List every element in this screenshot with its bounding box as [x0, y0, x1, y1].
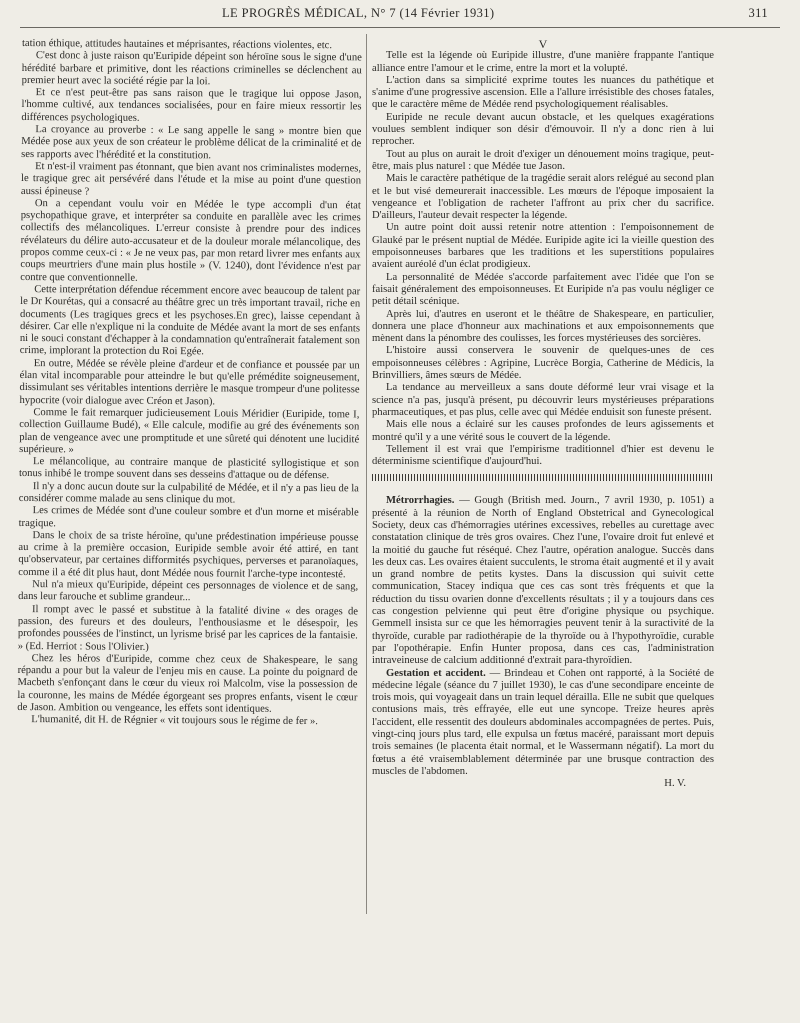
section-heading: V — [538, 37, 548, 51]
paragraph: Comme le fait remarquer judicieusement Louis Méridier (Euripide, tome I, collection Guillaume Budé), « Elle calcule, modifie au gré des événements son plan de vengeance avec une promptitude et une sûreté qui dénotent une lucidité supérieure. » — [19, 406, 360, 456]
paragraph: L'humanité, dit H. de Régnier « vit toujours sous le régime de fer ». — [31, 714, 318, 728]
paragraph: Telle est la légende où Euripide illustre, d'une manière frappante l'antique alliance entre l'amour et le crime, entre la mort et la volupté. — [372, 50, 714, 74]
paragraph: Le mélancolique, au contraire manque de plasticité syllogistique et son tonus inhibé le trompe souvent dans ses desseins d'attaque ou de défense. — [18, 456, 360, 482]
paragraph: En outre, Médée se révèle pleine d'ardeur et de confiance et poussée par un élan vital incomparable pour atteindre le but qu'elle prémédite soigneusement, dissimulant ses véritables intentions derrière le masque trompeur d'une politesse hypocrite (voir dialogue avec Créon et Jason). — [19, 357, 360, 407]
note-body: — Gough (British med. Journ., 7 avril 1930, p. 1051) a présenté à la réunion de North of England Obstetrical and Gynecological Society, deux cas d'hémorragies utérines excessives, rebelles au curettage avec constatation clinique de très gros ovaires. Chez l'une, l'ovaire droit fut enlevé et la moitié du gauche fut réséqué. Chez l'autre, opération analogue. Succès dans les deux cas. Les ovaires étaient succulents, le stroma était augmenté et il y avait un grand nombre de petits kystes. Dans la discussion qui suivit cette communication, Stacey indiqua que ces cas sont très fréquents et que la réduction du tissu ovarien donne d'excellents résultats ; il y a toujours dans ces cas congestion pelvienne qui peut être d'origine physique ou psychique. Gemmell insista sur ce que les hémorragies peuvent tenir à la suractivité de la thyroïde, curable par radiothérapie de la thyroïde ou à l'hypothyroïdie, curable par l'opothérapie. Enfin Hunter proposa, dans ces cas, l'administration intraveineuse de calcium additionné d'extrait para-thyroïdien. — [372, 495, 714, 667]
note-title: Métrorrhagies. — [386, 495, 455, 507]
paragraph: Un autre point doit aussi retenir notre attention : l'empoisonnement de Glauké par le présent nuptial de Médée. Euripide agite ici la vieille question des empoisonneuses barbares que les traditions et les superstitions populaires avaient auréolé d'un éclat prodigieux. — [372, 222, 714, 271]
right-column — [372, 38, 714, 791]
clinical-notes — [372, 495, 714, 778]
paragraph: Mais elle nous a éclairé sur les causes profondes de leurs agissements et montré qu'il y a une vérité sous le couvert de la légende. — [372, 419, 714, 443]
paragraph: Et n'est-il vraiment pas étonnant, que bien avant nos criminalistes modernes, le tragique grec ait persévéré dans l'étude et la mise au point d'une question aussi épineuse ? — [20, 161, 362, 198]
author-signature: H. V. — [664, 778, 686, 790]
paragraph: Et ce n'est peut-être pas sans raison que le tragique lui oppose Jason, l'homme cultivé, aux tendances socialisées, pour en faire mieux ressortir les différences psychologiques. — [21, 87, 362, 124]
paragraph: Dans le choix de sa triste héroïne, qu'une prédestination impérieuse pousse au crime à la première occasion, Euripide semble avoir été attiré, en tant qu'observateur, par certaines difformités psychiques, perverses et paranoïaques, comme il a été dit plus haut, dont Médée nous fournit l'arche-type incontesté. — [18, 529, 359, 581]
paragraph: L'histoire aussi conservera le souvenir de quelques-unes de ces empoisonneuses célèbres : Agripine, Lucrèce Borgia, Catherine de Médicis, la Brinvilliers, âmes sœurs de Médée. — [372, 345, 714, 382]
paragraph: L'action dans sa simplicité exprime toutes les nuances du pathétique et s'anime d'une progressive ascension. Elle a l'allure irrésistible des choses fatales, que le caractère même de Médée rend psychologiquement réalisables. — [372, 74, 714, 111]
paragraph: Nul n'a mieux qu'Euripide, dépeint ces personnages de violence et de sang, dans leur farouche et sublime grandeur... — [18, 579, 359, 604]
paragraph: Il rompt avec le passé et substitue à la fatalité divine « des orages de passion, des fureurs et des douleurs, l'enthousiasme et le désespoir, les profondes poussées de l'instinct, un lyrisme brisé par les caprices de la fantaisie. » (Ed. Herriot : Sous l'Olivier.) — [17, 603, 359, 653]
paragraph: Il n'y a donc aucun doute sur la culpabilité de Médée, et il n'y a pas lieu de la considérer comme malade au sens clinique du mot. — [18, 480, 359, 506]
paragraph: tation éthique, attitudes hautaines et méprisantes, réactions violentes, etc. — [21, 38, 333, 52]
note-title: Gestation et accident. — [386, 667, 486, 679]
header-rule — [20, 27, 780, 28]
paragraph: La personnalité de Médée s'accorde parfaitement avec l'idée que l'on se faisait généralement des empoisonneuses. Et Euripide n'a pas voulu négliger ce petit détail scénique. — [372, 271, 714, 308]
paragraph: La tendance au merveilleux a sans doute déformé leur vrai visage et la science n'a pas, jusqu'à présent, pu découvrir leurs mystérieuses préparations pharmaceutiques, et pas plus, celle avec qui Médée enduisit son funeste présent. — [372, 382, 714, 418]
paragraph: Euripide ne recule devant aucun obstacle, et les quelques exagérations voulues semblent indiquer son désir d'émouvoir. Il n'y a donc rien à lui reprocher. — [372, 111, 714, 148]
paragraph: On a cependant voulu voir en Médée le type accompli d'un état psychopathique grave, et interpréter sa conduite en parallèle avec les crimes collectifs des mélancoliques. L'erreur consiste à prendre pour des indices révélateurs du délire auto-accusateur et de la douleur morale mélancolique, des propos comme ceux-ci : « Je ne veux pas, par mon retard livrer mes enfants aux coups meurtriers d'une main plus hostile » (V. 1240), dont l'évidence n'est par contre que conventionnelle. — [20, 197, 361, 284]
paragraph: Après lui, d'autres en useront et le théâtre de Shakespeare, en particulier, donnera une place d'honneur aux machinations et aux empoisonnements que mènent dans la pénombre des coulisses, les forces mystérieuses des sorcières. — [372, 308, 714, 345]
clinical-note — [372, 668, 714, 779]
right-paragraphs — [372, 50, 714, 468]
paragraph: Les crimes de Médée sont d'une couleur sombre et d'un morne et misérable tragique. — [18, 505, 359, 529]
paragraph: Tout au plus on aurait le droit d'exiger un dénouement moins tragique, peut-être, mais plus naturel : que Médée tue Jason. — [372, 148, 714, 172]
page-number: 311 — [748, 6, 768, 20]
column-divider — [366, 34, 367, 914]
journal-title: LE PROGRÈS MÉDICAL, N° 7 (14 Février 1931) — [222, 6, 495, 20]
paragraph: Cette interprétation défendue récemment encore avec beaucoup de talent par le Dr Kourétas, qui a consacré au théâtre grec un très important travail, riche en documents (Les tragiques grecs et les psychoses.En grec), laisse cependant à désirer. Car elle n'explique ni la conduite de Médée avant la mort de ses enfants ni le souci constant d'échapper à la condamnation qu'entraînerait fatalement son crime, implorant la protection du Roi Egée. — [19, 284, 361, 358]
note-body: — Brindeau et Cohen ont rapporté, à la Société de médecine légale (séance du 7 juillet 1930), le cas d'une secondipare enceinte de trois mois, qui voyageait dans un train lequel dérailla. Elle ne subit que quelques contusions mais, très effrayée, elle eut une syncope. Treize heures après l'accident, elle ressentit des douleurs abdominales accompagnées de pertes. Puis, vingt-cinq jours plus tard, elle expulsa un fœtus macéré, paraissant mort depuis trois semaines (le placenta était normal, et le Wassermann négatif). La mort du fœtus a été vraisemblablement déterminée par une brusque contraction des muscles de l'abdomen. — [372, 667, 714, 777]
paragraph: Mais le caractère pathétique de la tragédie serait alors relégué au second plan et le but visé demeurerait inaccessible. Les mœurs de l'époque imposaient la vengeance et l'obligation de racheter l'affront au prix cher du sacrifice. D'ailleurs, l'auteur devait respecter la légende. — [372, 173, 714, 222]
ornament-divider — [372, 474, 714, 481]
clinical-note — [372, 495, 714, 667]
paragraph: La croyance au proverbe : « Le sang appelle le sang » montre bien que Médée pose aux yeux de son créateur le problème délicat de la criminalité et de ses rapports avec l'hérédité et la constitution. — [21, 124, 362, 161]
left-column — [17, 38, 362, 729]
paragraph: C'est donc à juste raison qu'Euripide dépeint son héroïne sous le signe d'une hérédité barbare et primitive, dont les réactions criminelles se déclenchent au premier heurt avec la société régie par la loi. — [21, 50, 362, 88]
paragraph: Tellement il est vrai que l'empirisme traditionnel d'hier est devenu le déterminisme scientifique d'aujourd'hui. — [372, 443, 714, 468]
paragraph: Chez les héros d'Euripide, comme chez ceux de Shakespeare, le sang répandu a pour but la valeur de l'enjeu mis en cause. La pointe du poignard de Macbeth s'enfonçant dans le cœur du vieux roi Malcolm, vise la possession de la couronne, les mains de Médée égorgeant ses propres enfants, visent le cœur de Jason. Ambition ou vengeance, les effets sont identiques. — [17, 652, 358, 715]
page-header — [222, 6, 768, 21]
